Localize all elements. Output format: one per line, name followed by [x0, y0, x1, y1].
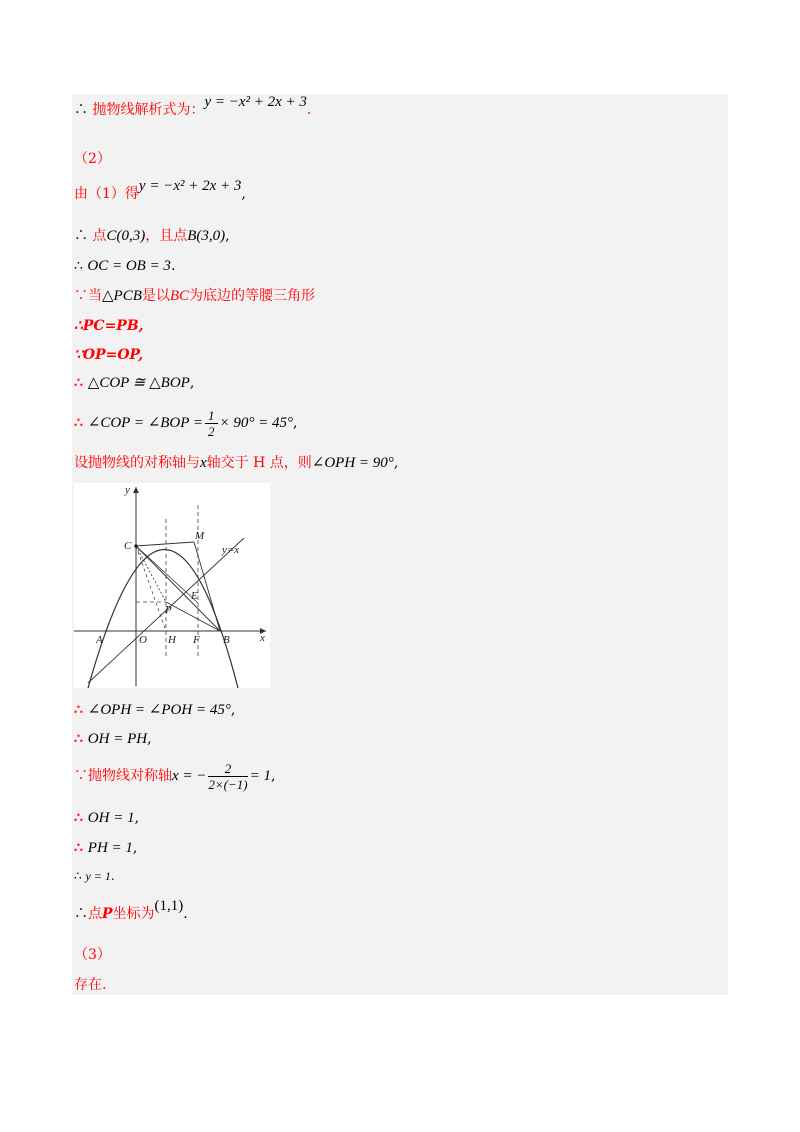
line-oh-ph: [74, 729, 152, 749]
punct: ,: [147, 731, 152, 747]
line-points-c-b: [74, 226, 230, 246]
formula: ∠OPH = 90°: [311, 455, 394, 471]
label-o: O: [139, 634, 147, 646]
label-b: B: [223, 634, 230, 646]
line-text: 当: [88, 288, 102, 304]
formula: × 90° = 45°: [219, 415, 294, 431]
p-coordinates: (1,1): [154, 898, 184, 914]
label-e: E: [191, 590, 198, 602]
punct: ,: [230, 702, 236, 718]
line-point-p-coords: [74, 898, 188, 924]
punct: ,: [293, 415, 298, 431]
formula: OC = OB = 3: [87, 258, 171, 274]
point-c: C(0,3): [106, 228, 146, 244]
line-text: 设抛物线的对称轴与: [74, 455, 200, 471]
denominator: 2×(−1): [208, 776, 248, 792]
line-parabola-formula: [74, 94, 312, 120]
fraction-axis: [208, 761, 247, 792]
therefore-symbol: ∴: [74, 840, 88, 856]
punct: ,: [393, 455, 399, 471]
formula: y = −x² + 2x + 3: [138, 178, 242, 194]
line-text: 点: [92, 228, 107, 244]
formula: OH = PH: [87, 731, 148, 747]
label-p: P: [165, 604, 172, 616]
line-exists: 存在.: [74, 977, 107, 993]
point-p: P: [102, 906, 113, 922]
line-text: 轴交于 H 点，则: [206, 455, 312, 471]
segment-cm: [136, 542, 194, 546]
therefore-symbol: ∴: [74, 702, 88, 718]
formula: ∠COP = ∠BOP =: [87, 415, 204, 431]
punct: ,: [241, 186, 246, 202]
punct: .: [170, 258, 176, 274]
punct: ,: [134, 810, 140, 826]
therefore-symbol: ∴: [74, 415, 88, 431]
punct: ,: [270, 768, 276, 784]
therefore-symbol: ∴: [74, 228, 93, 244]
punct: ,: [225, 228, 230, 244]
formula: y = 1: [85, 869, 111, 883]
punct: .: [110, 869, 115, 883]
parabola-figure: [74, 483, 270, 688]
label-y: y: [125, 484, 130, 496]
formula: y = −x² + 2x + 3: [204, 94, 307, 110]
punct: .: [306, 102, 312, 118]
line-text: 抛物线对称轴: [88, 768, 172, 784]
line-ph-1: [74, 838, 137, 858]
formula: PH = 1: [87, 840, 133, 856]
segment-ce: [136, 546, 198, 603]
label-f: F: [193, 634, 200, 646]
punct: ,: [132, 840, 138, 856]
because-symbol: ∵: [74, 288, 88, 304]
parabola-curve: [88, 550, 238, 689]
therefore-symbol: ∴: [74, 258, 88, 274]
part-2-heading: （2）: [74, 151, 111, 167]
numerator: 2: [208, 761, 247, 777]
fraction-one-half: [205, 408, 218, 439]
therefore-symbol: ∴: [74, 810, 88, 826]
formula: △COP ≅ △BOP: [87, 375, 190, 391]
part-3-heading: （3）: [74, 947, 111, 963]
line-text: 是以: [141, 288, 170, 304]
therefore-symbol: ∴: [74, 906, 88, 922]
line-text: ，且点: [145, 228, 188, 244]
label-h: H: [168, 634, 176, 646]
because-symbol: ∵: [74, 768, 88, 784]
line-y-1: [74, 866, 115, 886]
point-b: B(3,0): [187, 228, 226, 244]
y-axis-arrow: [133, 487, 139, 493]
punct: ,: [189, 375, 195, 391]
line-congruent: [74, 373, 194, 393]
label-c: C: [124, 540, 132, 552]
line-isosceles-condition: [74, 286, 315, 306]
line-text: 由（1）得: [74, 186, 139, 202]
label-a: A: [96, 634, 103, 646]
formula: = 1: [249, 768, 271, 784]
label-y-equals-x: y=x: [222, 544, 240, 556]
label-m: M: [195, 530, 205, 542]
formula: OH = 1: [87, 810, 135, 826]
variable-x: x: [200, 455, 207, 471]
dashed-line-ch: [136, 546, 166, 631]
triangle-pcb: △PCB: [102, 288, 142, 304]
line-text: 点: [88, 906, 102, 922]
therefore-symbol: ∴: [74, 102, 93, 118]
line-symmetry-axis: [74, 758, 275, 794]
line-text: 坐标为: [112, 906, 155, 922]
line-from-part-1: [74, 178, 246, 204]
line-oc-ob: [74, 256, 175, 276]
line-pc-pb: ∴PC=PB,: [74, 318, 144, 334]
formula: x = −: [172, 768, 207, 784]
line-op-op: ∵OP=OP,: [74, 347, 144, 363]
punct: .: [183, 906, 188, 922]
line-text: 抛物线解析式为：: [92, 102, 205, 118]
denominator: 2: [208, 423, 215, 439]
line-oh-1: [74, 808, 139, 828]
line-axis-h: [74, 453, 398, 473]
therefore-symbol: ∴: [74, 375, 88, 391]
therefore-symbol: ∴: [74, 731, 88, 747]
formula: ∠OPH = ∠POH = 45°: [87, 702, 231, 718]
label-x: x: [260, 632, 265, 644]
therefore-symbol: ∴: [74, 869, 86, 883]
line-text: 为底边的等腰三角形: [189, 288, 316, 304]
point-c-marker: [134, 544, 138, 548]
line-angle-cop: [74, 406, 297, 440]
parabola-diagram: [74, 483, 270, 688]
segment-bc: BC: [169, 288, 190, 304]
line-angle-oph-poh: [74, 700, 235, 720]
numerator: 1: [205, 408, 218, 424]
